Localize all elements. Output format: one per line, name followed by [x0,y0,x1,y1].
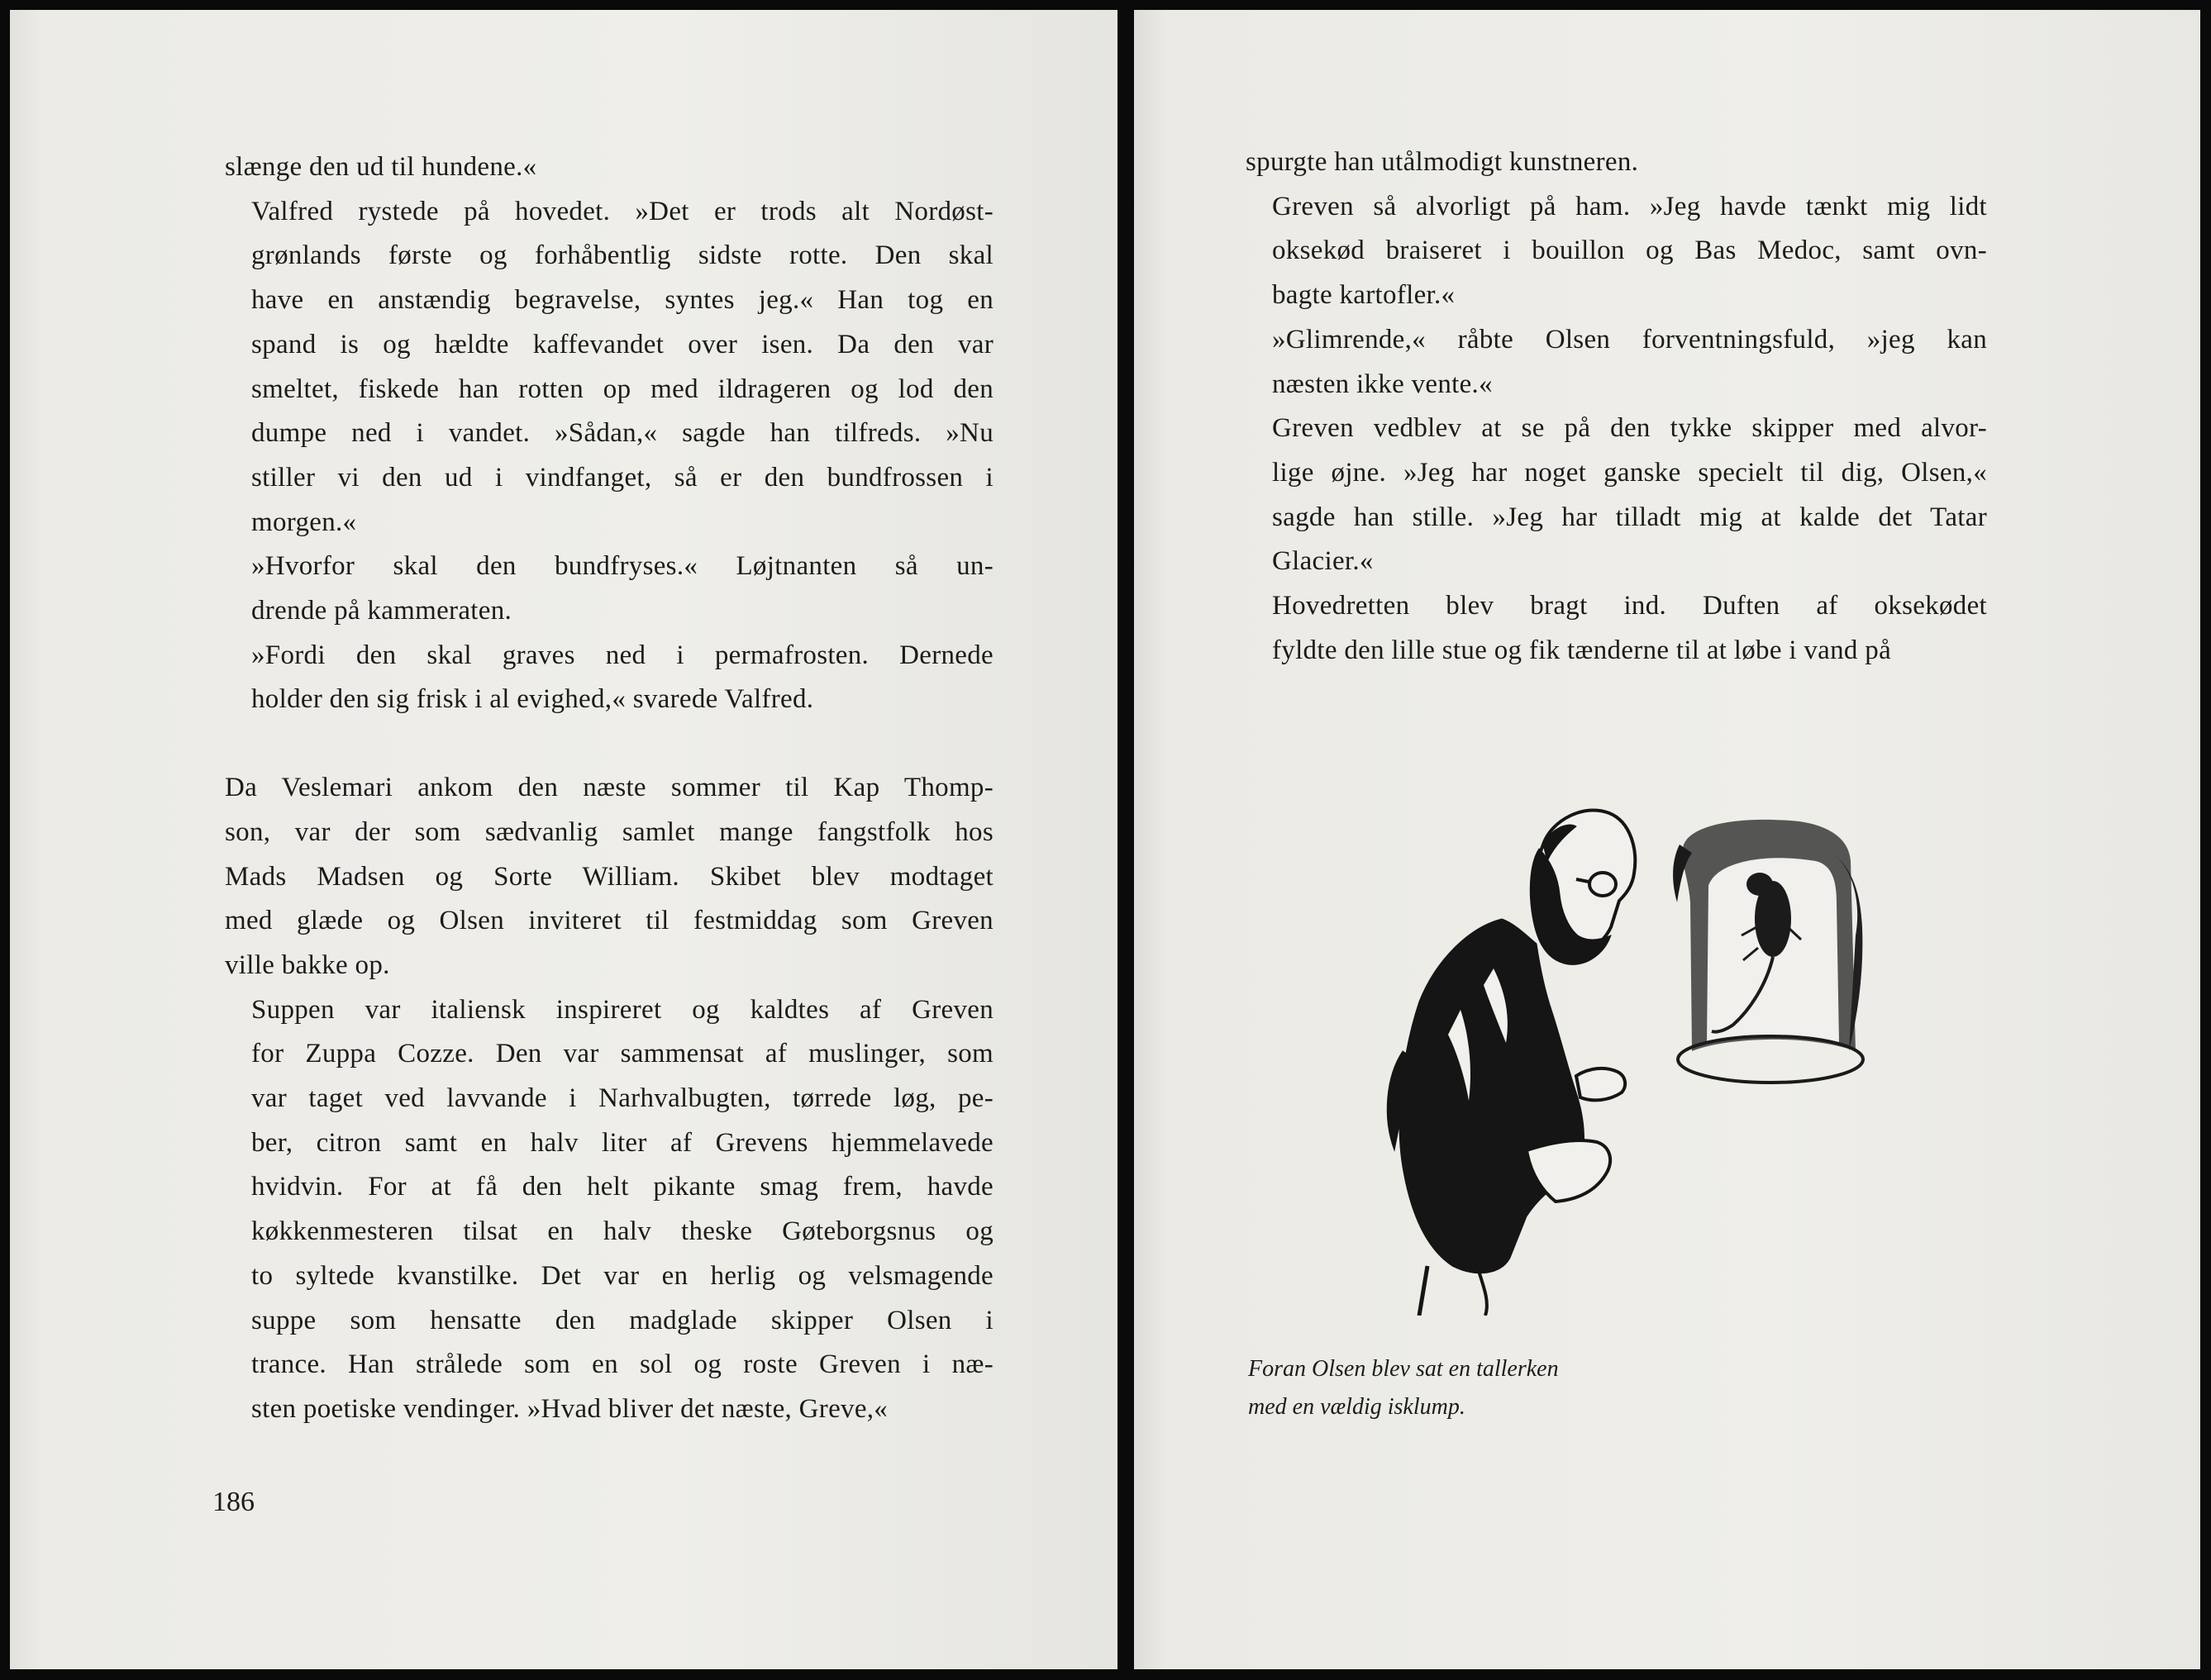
text-line: Greven vedblev at se på den tykke skipper med alvor- [1272,413,1987,444]
text-line: grønlands første og forhåbentlig sidste rotte. Den skal [251,240,994,271]
text-line: have en anstændig begravelse, syntes jeg.« Han tog en [251,285,994,316]
text-line: slænge den ud til hundene.« [225,152,537,182]
paragraph [225,545,994,633]
paragraph [1246,140,1987,185]
paragraph [1246,318,1987,407]
paragraph [1246,185,1987,318]
caption-line: Foran Olsen blev sat en tallerken [1248,1356,1559,1382]
bearded-man-figure [1387,810,1635,1316]
text-line: »Glimrende,« råbte Olsen forventningsfuld, »jeg kan [1272,324,1987,355]
text-line: dumpe ned i vandet. »Sådan,« sagde han tilfreds. »Nu [251,418,994,449]
text-line: ber, citron samt en halv liter af Grevens hjemmelavede [251,1127,994,1158]
paragraph [225,145,994,190]
paragraph [225,766,994,988]
text-line: hvidvin. For at få den helt pikante smag frem, havde [251,1172,994,1202]
text-line: næsten ikke vente.« [1272,369,1493,399]
text-line: med glæde og Olsen inviteret til festmiddag som Greven [225,906,994,936]
text-line: ville bakke op. [225,949,390,980]
text-line: stiller vi den ud i vindfanget, så er den bundfrossen i [251,462,994,493]
text-line: Valfred rystede på hovedet. »Det er trods alt Nordøst- [251,196,994,226]
left-page [10,10,1117,1669]
text-line: holder den sig frisk i al evighed,« svarede Valfred. [251,684,814,715]
right-page [1134,10,2200,1669]
text-line: to syltede kvanstilke. Det var en herlig og velsmagende [251,1260,994,1291]
text-line: Glacier.« [1272,546,1374,577]
text-line: suppe som hensatte den madglade skipper Olsen i [251,1305,994,1335]
text-line: smeltet, fiskede han rotten op med ildrageren og lod den [251,374,994,404]
text-line: sten poetiske vendinger. »Hvad bliver det næste, Greve,« [251,1393,889,1424]
text-line: son, var der som sædvanlig samlet mange fangstfolk hos [225,816,994,847]
paragraph [225,988,994,1432]
ink-illustration-man-with-rat-in-ice [1303,803,1899,1316]
illustration-caption [1248,1350,1559,1426]
text-line: »Hvorfor skal den bundfryses.« Løjtnanten så un- [251,551,994,582]
text-line: morgen.« [251,507,357,537]
paragraph [225,634,994,722]
text-line: Suppen var italiensk inspireret og kaldtes af Greven [251,994,994,1025]
text-line: Mads Madsen og Sorte William. Skibet blev modtaget [225,861,994,892]
text-line: fyldte den lille stue og fik tænderne til at løbe i vand på [1272,635,1892,665]
text-line: bagte kartofler.« [1272,280,1456,311]
text-line: oksekød braiseret i bouillon og Bas Medoc, samt ovn- [1272,236,1987,266]
paragraph [1246,407,1987,584]
caption-line: med en vældig isklump. [1248,1394,1465,1420]
text-line: drende på kammeraten. [251,596,512,626]
text-line: »Fordi den skal graves ned i permafrosten. Dernede [251,640,994,670]
page-number: 186 [212,1487,255,1517]
left-page-body-text [225,145,994,1432]
text-line: lige øjne. »Jeg har noget ganske specielt til dig, Olsen,« [1272,457,1987,488]
text-line: var taget ved lavvande i Narhvalbugten, tørrede løg, pe- [251,1083,994,1114]
paragraph [225,190,994,545]
text-line: spand is og hældte kaffevandet over isen. Da den var [251,329,994,359]
text-line: for Zuppa Cozze. Den var sammensat af muslinger, som [251,1039,994,1069]
text-line: sagde han stille. »Jeg har tilladt mig at kalde det Tatar [1272,502,1987,532]
text-line: Greven så alvorligt på ham. »Jeg havde tænkt mig lidt [1272,191,1987,221]
text-line: spurgte han utålmodigt kunstneren. [1246,147,1639,177]
text-line: Hovedretten blev bragt ind. Duften af oksekødet [1272,591,1987,621]
right-page-body-text [1246,140,1987,673]
text-line: trance. Han strålede som en sol og roste Greven i næ- [251,1349,994,1380]
paragraph [1246,584,1987,673]
text-line: køkkenmesteren tilsat en halv theske Gøteborgsnus og [251,1216,994,1247]
text-line: Da Veslemari ankom den næste sommer til Kap Thomp- [225,773,994,803]
ice-block-with-rat [1673,820,1863,1083]
